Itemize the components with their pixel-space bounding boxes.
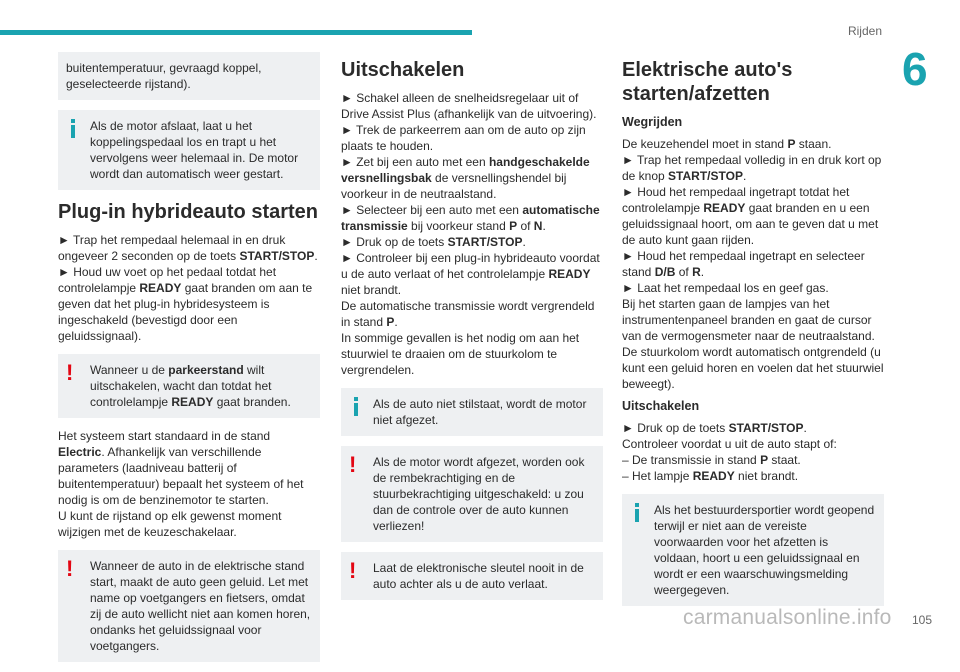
list-item: – De transmissie in stand P staat. <box>622 453 801 467</box>
warning-note: ! Laat de elektronische sleutel nooit in de auto achter als u de auto verlaat. <box>341 552 603 600</box>
chapter-number: 6 <box>902 43 928 95</box>
page-number: 105 <box>911 613 932 627</box>
warning-note: ! Als de motor wordt afgezet, worden ook de rembekrachtiging en de stuurbekrachtiging uitgeschakeld: u zou dan de controle over de auto kunnen verliezen! <box>341 446 603 542</box>
step: ► Druk op de toets START/STOP. <box>622 421 807 435</box>
warning-note: ! Wanneer u de parkeerstand wilt uitschakelen, wacht dan totdat het controlelampje READY gaat branden. <box>58 354 320 418</box>
step: ► Houd het rempedaal ingetrapt totdat het controlelampje READY gaat branden en u een geluidssignaal hoort, om aan te geven dat u met de auto kunt gaan rijden. <box>622 185 879 247</box>
step: ► Selecteer bij een auto met een automatische transmissie bij voorkeur stand P of N. <box>341 203 600 233</box>
step: ► Trek de parkeerrem aan om de auto op zijn plaats te houden. <box>341 123 586 153</box>
step: ► Houd het rempedaal ingetrapt en selecteer stand D/B of R. <box>622 249 865 279</box>
column-right <box>622 52 884 616</box>
info-note: Als de auto niet stilstaat, wordt de motor niet afgezet. <box>341 388 603 436</box>
warning-note: ! Wanneer de auto in de elektrische stand start, maakt de auto geen geluid. Let met name op voetgangers en fietsers, omdat zij de auto wellicht niet aan komen horen, ondanks het geluidssignaal voor voetgangers. <box>58 550 320 662</box>
warning-icon: ! <box>66 360 74 385</box>
paragraph: Het systeem start standaard in de stand Electric. Afhankelijk van verschillende parameters (laadniveau batterij of buitentemperatuur) bepaalt het systeem of het nodig is om de benzinemotor te starten. <box>58 429 304 507</box>
info-note: Als het bestuurdersportier wordt geopend terwijl er niet aan de vereiste voorwaarden voor het afzetten is voldaan, hoort u een geluidssignaal en wordt er een waarschuwingsmelding weergegeven. <box>622 494 884 606</box>
step: ► Houd uw voet op het pedaal totdat het controlelampje READY gaat branden om aan te geven dat het plug-in hybridesysteem is ingeschakeld (bevestigd door een geluidssignaal). <box>58 265 313 343</box>
continued-note: buitentemperatuur, gevraagd koppel, geselecteerde rijstand). <box>58 52 320 100</box>
step: ► Controleer bij een plug-in hybrideauto voordat u de auto verlaat of het controlelampje READY niet brandt. <box>341 251 600 297</box>
step: ► Trap het rempedaal volledig in en druk kort op de knop START/STOP. <box>622 153 882 183</box>
paragraph: Controleer voordat u uit de auto stapt of: <box>622 437 837 451</box>
warning-icon: ! <box>349 452 357 477</box>
info-icon <box>66 119 80 139</box>
subheading-drive-off: Wegrijden <box>622 115 683 129</box>
step: ► Schakel alleen de snelheidsregelaar uit of Drive Assist Plus (afhankelijk van de uitvoering). <box>341 91 597 121</box>
paragraph: De stuurkolom wordt automatisch ontgrendeld (u kunt een geluid horen en voelen dat het stuurwiel beweegt). <box>622 345 884 391</box>
paragraph: De automatische transmissie wordt vergrendeld in stand P. <box>341 299 595 329</box>
warning-icon: ! <box>66 556 74 581</box>
paragraph: U kunt de rijstand op elk gewenst moment wijzigen met de keuzeschakelaar. <box>58 509 282 539</box>
section-title: Rijden <box>847 24 882 38</box>
info-icon <box>349 397 363 417</box>
heading-plugin-start: Plug-in hybrideauto starten <box>58 201 319 223</box>
list-item: – Het lampje READY niet brandt. <box>622 469 799 483</box>
warning-icon: ! <box>349 558 357 583</box>
info-note: Als de motor afslaat, laat u het koppelingspedaal los en trapt u het vervolgens weer helemaal in. De motor wordt dan automatisch weer gestart. <box>58 110 320 190</box>
column-middle <box>341 52 603 610</box>
watermark: carmanualsonline.info <box>683 606 892 629</box>
step: ► Laat het rempedaal los en geef gas. <box>622 281 829 295</box>
step: ► Zet bij een auto met een handgeschakelde versnellingsbak de versnellingshendel bij voorkeur in de neutraalstand. <box>341 155 590 201</box>
paragraph: De keuzehendel moet in stand P staan. <box>622 137 832 151</box>
step: ► Trap het rempedaal helemaal in en druk ongeveer 2 seconden op de toets START/STOP. <box>58 233 318 263</box>
column-left <box>58 52 320 672</box>
chapter-color-bar <box>0 30 472 35</box>
paragraph: Bij het starten gaan de lampjes van het instrumentenpaneel branden en gaat de cursor van de vermogensmeter naar de neutraalstand. <box>622 297 875 343</box>
heading-electric-start: Elektrische auto's starten/afzetten <box>622 59 793 105</box>
step: ► Druk op de toets START/STOP. <box>341 235 526 249</box>
subheading-switch-off: Uitschakelen <box>622 399 700 413</box>
paragraph: In sommige gevallen is het nodig om aan het stuurwiel te draaien om de stuurkolom te vergrendelen. <box>341 331 580 377</box>
info-icon <box>630 503 644 523</box>
heading-switch-off: Uitschakelen <box>341 59 465 81</box>
